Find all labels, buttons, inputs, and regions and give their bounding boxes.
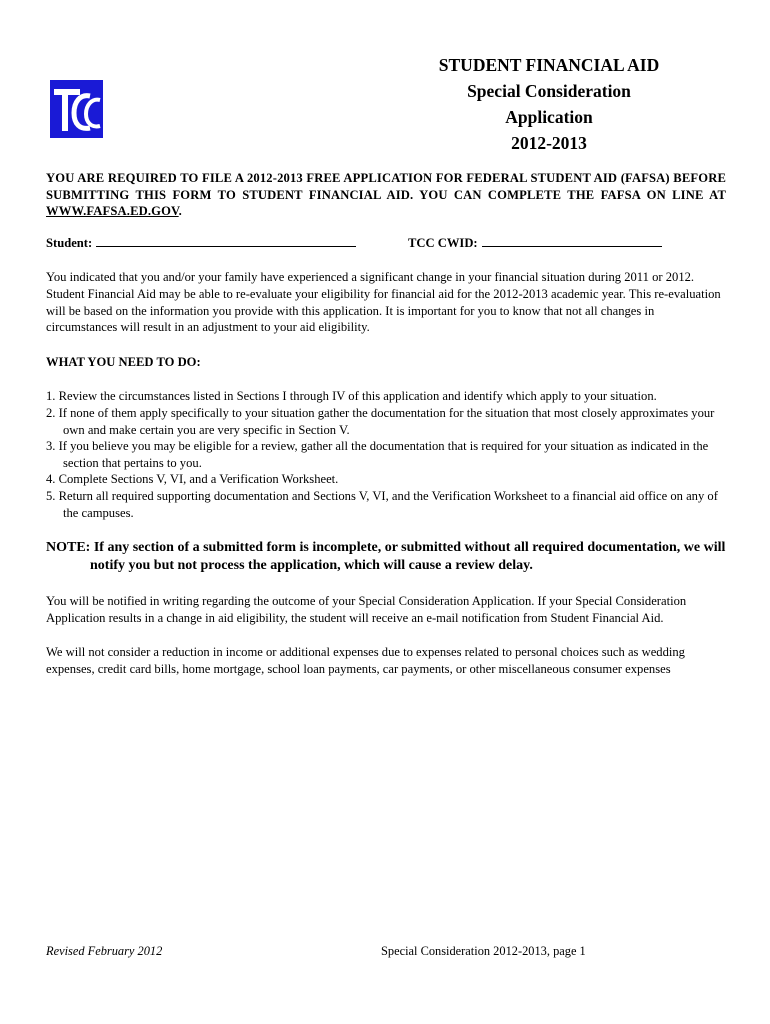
notification-paragraph: You will be notified in writing regarding the outcome of your Special Consideration Application. If your Special Consideration Application results in a change in aid eligibility, the student will receive an e-mail notification from Student Financial Aid. [46, 594, 687, 625]
note-paragraph: NOTE: If any section of a submitted form is incomplete, or submitted without all required documentation, we will notify you but not process the application, which will cause a review delay. [46, 540, 726, 574]
title-line-1: STUDENT FINANCIAL AID [438, 55, 660, 75]
document-title [390, 52, 708, 156]
student-field[interactable] [46, 234, 408, 252]
student-blank-line[interactable] [96, 234, 356, 247]
requirement-text: YOU ARE REQUIRED TO FILE A 2012-2013 FREE APPLICATION FOR FEDERAL STUDENT AID (FAFSA) BEFORE SUBMITTING THIS FORM TO STUDENT FINANCIAL AID. YOU CAN COMPLETE THE FAFSA ON LINE AT [46, 171, 726, 202]
what-to-do-heading: WHAT YOU NEED TO DO: [46, 354, 201, 369]
id-fields [46, 234, 726, 252]
list-item: 5. Return all required supporting documentation and Sections V, VI, and the Verification Worksheet to a financial aid office on any of the campuses. [46, 488, 718, 520]
list-item: 4. Complete Sections V, VI, and a Verification Worksheet. [46, 472, 339, 487]
list-item: 2. If none of them apply specifically to your situation gather the documentation for the situation that most closely approximates your own and make certain you are very specific in Section V. [46, 405, 715, 437]
cwid-blank-line[interactable] [482, 234, 662, 247]
cwid-field[interactable] [408, 234, 662, 252]
intro-paragraph: You indicated that you and/or your family have experienced a significant change in your financial situation during 2011 or 2012. Student Financial Aid may be able to re-evaluate your eligibility for financial aid for the 2012-2013 academic year. This re-evaluation will be based on the information you provide with this application. It is important for you to know that not all changes in circumstances will result in an adjustment to your aid eligibility. [46, 270, 721, 335]
list-item: 3. If you believe you may be eligible for a review, gather all the documentation that is required for your situation as indicated in the section that pertains to you. [46, 439, 709, 470]
list-item: 1. Review the circumstances listed in Sections I through IV of this application and identify which apply to your situation. [46, 389, 657, 404]
tcc-logo [50, 80, 103, 138]
title-line-3: Application [505, 107, 593, 127]
fafsa-requirement [46, 170, 726, 220]
title-line-2: Special Consideration [467, 81, 631, 101]
title-line-4: 2012-2013 [511, 133, 587, 153]
footer-page-number: Special Consideration 2012-2013, page 1 [381, 944, 586, 958]
exclusions-paragraph: We will not consider a reduction in income or additional expenses due to expenses related to personal choices such as wedding expenses, credit card bills, home mortgage, school loan payments, car payments, or other miscellaneous consumer expenses [46, 645, 685, 676]
student-label: Student: [46, 235, 93, 250]
document-body [46, 170, 726, 677]
requirement-period: . [178, 204, 182, 219]
cwid-label: TCC CWID: [408, 235, 478, 250]
fafsa-link[interactable]: WWW.FAFSA.ED.GOV [46, 204, 179, 219]
footer-revised: Revised February 2012 [46, 944, 163, 958]
steps-list [46, 388, 726, 521]
